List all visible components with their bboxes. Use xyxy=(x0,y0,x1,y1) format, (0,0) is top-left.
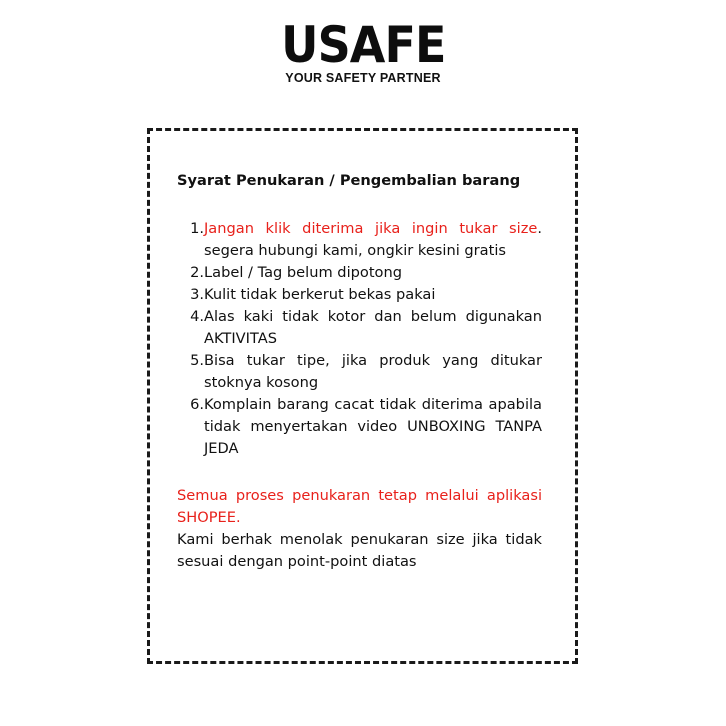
rule-item-2 xyxy=(177,262,542,284)
rule-highlight: Jangan klik diterima jika ingin tukar size xyxy=(204,220,538,237)
rule-item-3 xyxy=(177,284,542,306)
rule-number: 2. xyxy=(190,264,204,281)
rule-text xyxy=(204,218,542,262)
brand-tagline: YOUR SAFETY PARTNER xyxy=(285,71,441,85)
terms-heading: Syarat Penukaran / Pengembalian barang xyxy=(177,172,521,189)
usafe-logo: USAFE xyxy=(280,16,446,74)
rule-number: 3. xyxy=(190,286,204,303)
rule-text: Alas kaki tidak kotor dan belum digunakan AKTIVITAS xyxy=(204,308,542,347)
rule-item-5 xyxy=(177,350,542,394)
closing-note xyxy=(177,485,542,573)
rule-number: 1. xyxy=(190,220,204,237)
rule-text: Label / Tag belum dipotong xyxy=(204,264,402,281)
rule-text: Komplain barang cacat tidak diterima apabila tidak menyertakan video UNBOXING TANPA JEDA xyxy=(204,396,542,457)
rule-text: Kulit tidak berkerut bekas pakai xyxy=(204,286,436,303)
note-shopee: Semua proses penukaran tetap melalui aplikasi SHOPEE. xyxy=(177,487,542,526)
rule-number: 6. xyxy=(190,396,204,413)
note-refusal: Kami berhak menolak penukaran size jika tidak sesuai dengan point-point diatas xyxy=(177,531,542,570)
rules-list xyxy=(177,218,542,460)
rule-rest: . segera hubungi kami, ongkir kesini gratis xyxy=(204,220,542,259)
rule-item-6 xyxy=(177,394,542,460)
rule-number: 4. xyxy=(190,308,204,325)
brand-header xyxy=(0,16,726,85)
rule-item-4 xyxy=(177,306,542,350)
rule-number: 5. xyxy=(190,352,204,369)
rule-text: Bisa tukar tipe, jika produk yang ditukar stoknya kosong xyxy=(204,352,542,391)
terms-card xyxy=(177,170,542,573)
rule-item-1 xyxy=(177,218,542,262)
